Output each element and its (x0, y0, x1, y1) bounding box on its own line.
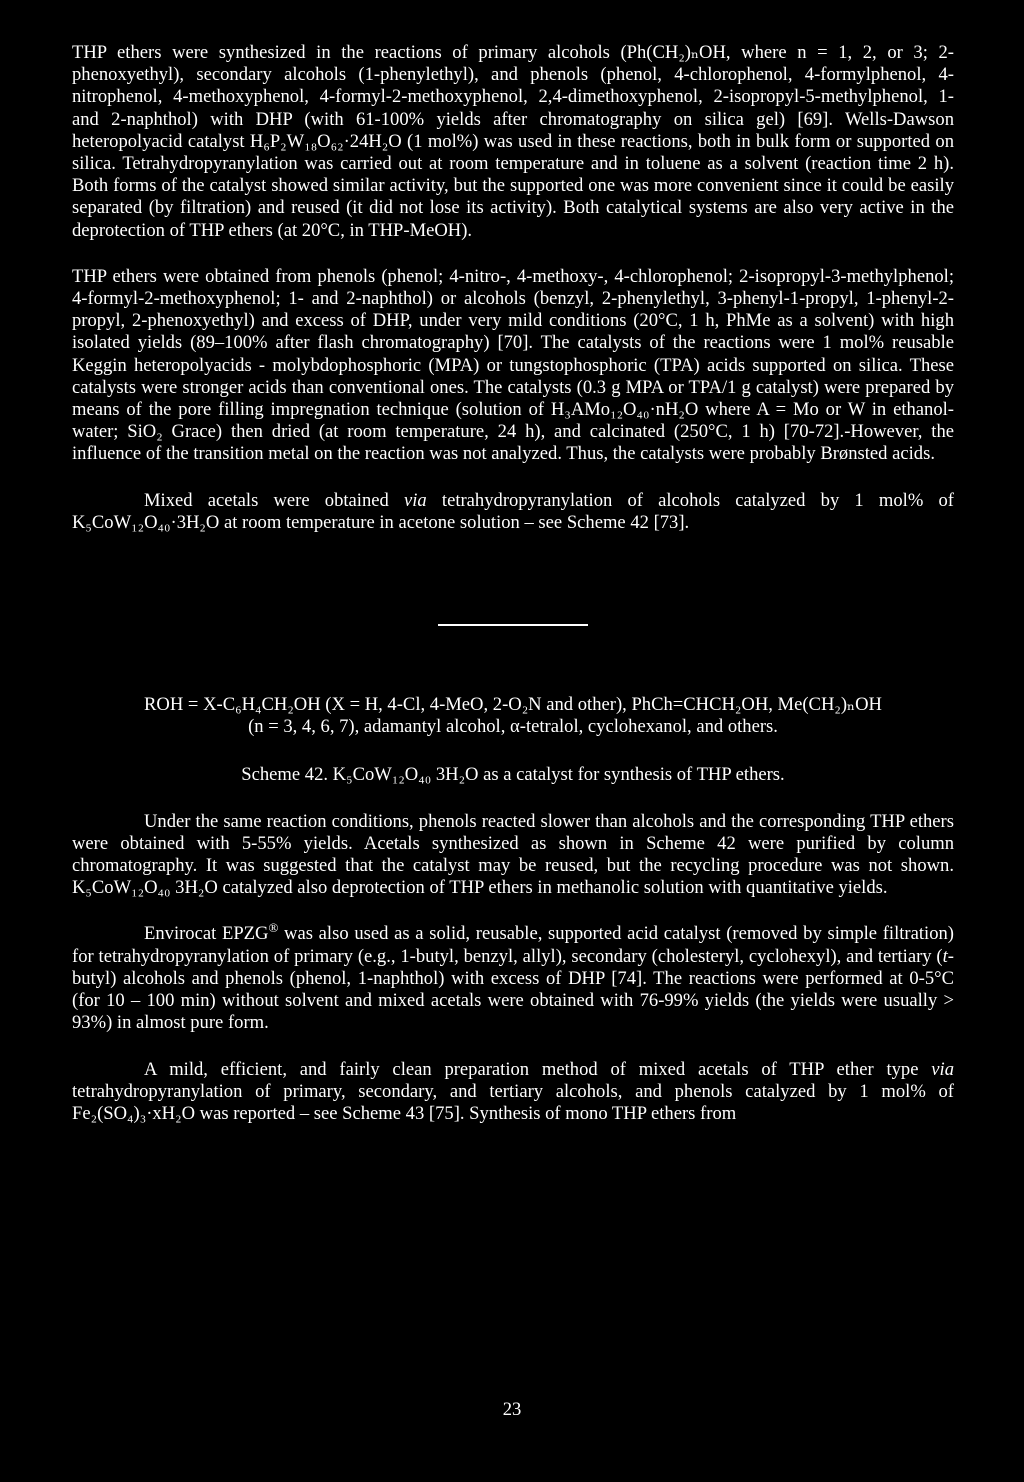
paragraph-2: THP ethers were obtained from phenols (phenol; 4-nitro-, 4-methoxy-, 4-chlorophenol; 2-isopropyl-3-methylphenol; 4-formyl-2-methoxyphenol; 1- and 2-naphthol) or alcohols (benzyl, 2-phenylethyl, 3-phenyl-1-propyl, 1-phenyl-2-propyl, 2-phenoxyethyl) and excess of DHP, under very mild conditions (20°C, 1 h, PhMe as a solvent) with high isolated yields (89–100% after flash chromatography) [70]. The catalysts of the reactions were 1 mol% reusable Keggin heteropolyacids - molybdophosphoric (MPA) or tungstophosphoric (TPA) acids supported on silica. These catalysts were stronger acids than conventional ones. The catalysts (0.3 g MPA or TPA/1 g catalyst) were prepared by means of the pore filling impregnation technique (solution of H₃AMo₁₂O₄₀·nH₂O where A = Mo or W in ethanol-water; SiO₂ Grace) then dried (at room temperature, 24 h), and calcinated (250°C, 1 h) [70-72].-However, the influence of the transition metal on the reaction was not analyzed. Thus, the catalysts were probably Brønsted acids. (72, 265, 954, 465)
paragraph-6-text-b: tetrahydropyranylation of primary, secondary, and tertiary alcohols, and phenols catalyzed by 1 mol% of Fe₂(SO₄)₃·xH₂O was reported – see Scheme 43 [75]. Synthesis of mono THP ethers from (72, 1080, 954, 1124)
paragraph-5-text-b: was also used as a solid, reusable, supported acid catalyst (removed by simple filtration) for tetrahydropyranylation of primary (e.g., 1-butyl, benzyl, allyl), secondary (cholesteryl, cyclohexyl), and tertiary ( (72, 923, 954, 967)
page-number: 23 (502, 1399, 522, 1420)
paragraph-5-text-a: Envirocat EPZG (144, 923, 269, 945)
paragraph-6-via: via (931, 1058, 954, 1080)
paragraph-5 (72, 920, 954, 1034)
paragraph-6-text-a: A mild, efficient, and fairly clean preparation method of mixed acetals of THP ether type (144, 1058, 932, 1080)
scheme-divider (438, 624, 588, 626)
paragraph-4: Under the same reaction conditions, phenols reacted slower than alcohols and the corresponding THP ethers were obtained with 5-55% yields. Acetals synthesized as shown in Scheme 42 were purified by column chromatography. It was suggested that the catalyst may be reused, but the recycling procedure was not shown. K₅CoW₁₂O₄₀ 3H₂O catalyzed also deprotection of THP ethers in methanolic solution with quantitative yields. (72, 810, 954, 899)
paragraph-1: THP ethers were synthesized in the reactions of primary alcohols (Ph(CH₂)ₙOH, where n = 1, 2, or 3; 2-phenoxyethyl), secondary alcohols (1-phenylethyl), and phenols (phenol, 4-chlorophenol, 4-formylphenol, 4-nitrophenol, 4-methoxyphenol, 4-formyl-2-methoxyphenol, 2,4-dimethoxyphenol, 2-isopropyl-5-methylphenol, 1- and 2-naphthol) with DHP (with 61-100% yields after chromatography on silica gel) [69]. Wells-Dawson heteropolyacid catalyst H₆P₂W₁₈O₆₂·24H₂O (1 mol%) was used in these reactions, both in bulk form or supported on silica. Tetrahydropyranylation was carried out at room temperature and in toluene as a solvent (reaction time 2 h). Both forms of the catalyst showed similar activity, but the supported one was more convenient since it could be easily separated (by filtration) and reused (it did not lose its activity). Both catalytical systems are also very active in the deprotection of THP ethers (at 20°C, in THP-MeOH). (72, 42, 954, 241)
scheme-legend-line-2: (n = 3, 4, 6, 7), adamantyl alcohol, α-tetralol, cyclohexanol, and others. (248, 716, 778, 738)
registered-mark: ® (268, 920, 279, 936)
paragraph-5-text-c: -butyl) alcohols and phenols (phenol, 1-naphthol) with excess of DHP [74]. The reactions were performed at 0-5°C (for 10 – 100 min) without solvent and mixed acetals were obtained with 76-99% yields (the yields were usually > 93%) in almost pure form. (72, 945, 954, 1034)
paragraph-3-text-a: Mixed acetals were obtained (144, 489, 404, 511)
scheme-42-caption: Scheme 42. K₅CoW₁₂O₄₀ 3H₂O as a catalyst for synthesis of THP ethers. (241, 764, 785, 786)
paragraph-6 (72, 1059, 954, 1126)
page-body (72, 42, 954, 1125)
paragraph-3-text-b: tetrahydropyranylation of alcohols catalyzed by 1 mol% of K₅CoW₁₂O₄₀·3H₂O at room temperature in acetone solution – see Scheme 42 [73]. (72, 489, 954, 533)
scheme-legend-line-1: ROH = X-C₆H₄CH₂OH (X = H, 4-Cl, 4-MeO, 2-O₂N and other), PhCh=CHCH₂OH, Me(CH₂)ₙOH (144, 694, 882, 716)
paragraph-3 (72, 490, 954, 534)
paragraph-5-tert: t (942, 945, 948, 967)
scheme-42-legend (72, 694, 954, 738)
paragraph-3-via: via (404, 489, 427, 511)
